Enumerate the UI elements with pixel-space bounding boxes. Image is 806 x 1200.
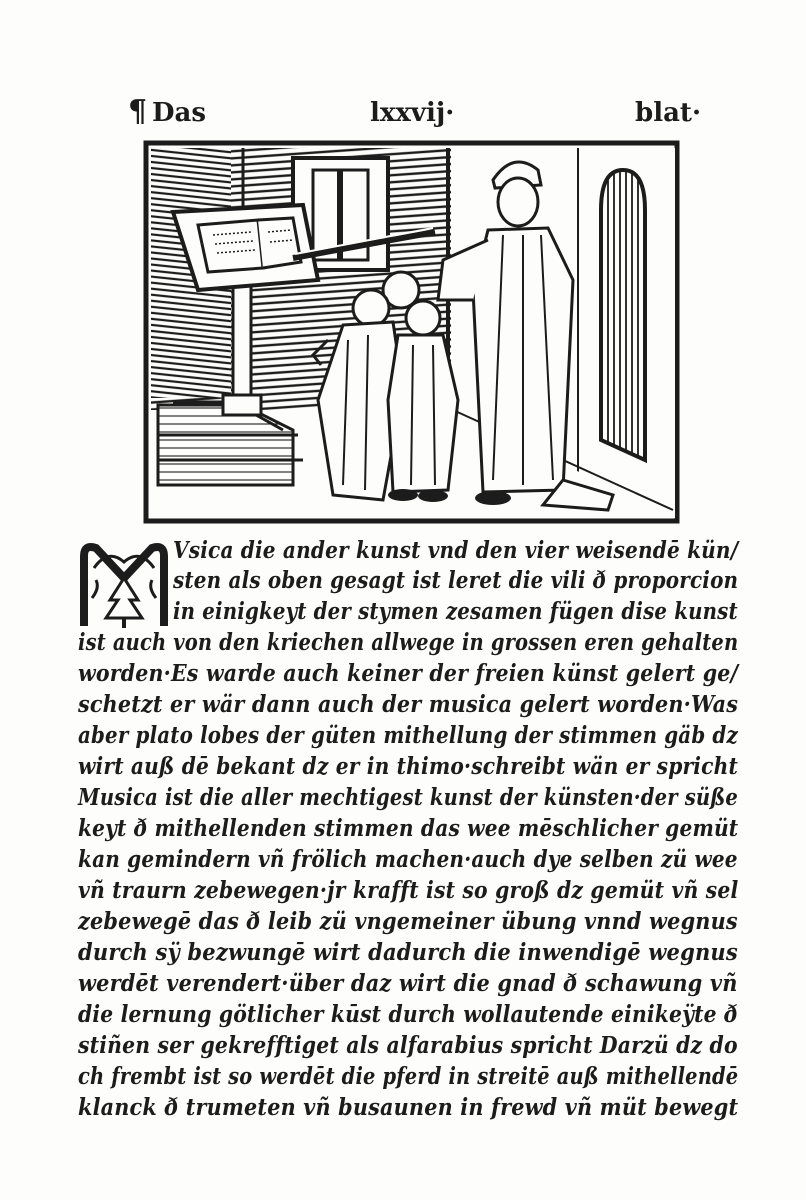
decorated-initial <box>78 538 170 630</box>
text-line: die lernung götlicher kūst durch wollautende einikeÿte ð <box>78 1000 738 1028</box>
woodcut-illustration <box>143 140 680 524</box>
text-line: ist auch von den kriechen allwege in grossen eren gehalten <box>78 628 739 656</box>
text-line: keyt ð mithellenden stimmen das wee mēschlicher gemüt <box>78 814 739 842</box>
text-line: schetzt er wär dann auch der musica gelert worden·Was <box>78 690 739 718</box>
text-line: werdēt verendert·über daz wirt die gnad ð schawung vñ <box>78 969 738 997</box>
text-line: zebewegē das ð leib zü vngemeiner übung vnnd wegnus <box>78 907 738 935</box>
text-line: ch frembt ist so werdēt die pferd in streitē auß mithellendē <box>78 1062 739 1090</box>
text-line: Musica ist die aller mechtigest kunst der künsten·der süße <box>78 783 738 811</box>
text-line: wirt auß dē bekant dz er in thimo·schreibt wän er spricht <box>78 752 738 780</box>
folio-number: lxxvij· <box>370 98 455 128</box>
running-head <box>120 92 705 132</box>
text-line: in einigkeyt der stymen zesamen fügen dise kunst <box>173 597 738 625</box>
open-book <box>198 220 263 272</box>
text-line: kan gemindern vñ frölich machen·auch dye selben zü wee <box>78 845 738 873</box>
text-line: stiñen ser gekrefftiget als alfarabius spricht Darzü dz do <box>78 1031 738 1059</box>
text-line: Vsica die ander kunst vnd den vier weisendē kün/ <box>173 536 739 564</box>
arched-doorway <box>601 170 645 460</box>
text-line: sten als oben gesagt ist leret die vili ð proporcion <box>173 566 739 594</box>
text-line: vñ traurn zebewegen·jr krafft ist so groß dz gemüt vñ sel <box>78 876 739 904</box>
pilcrow-mark: ¶ <box>128 94 148 129</box>
running-head-left: Das <box>152 98 207 128</box>
text-line: klanck ð trumeten vñ busaunen in frewd vñ müt bewegt <box>78 1093 739 1121</box>
tree-ornament <box>106 578 142 618</box>
text-line: worden·Es warde auch keiner der freien künst gelert ge/ <box>78 659 739 687</box>
running-head-right: blat· <box>635 98 701 128</box>
text-line: aber plato lobes der güten mithellung der stimmen gäb dz <box>78 721 738 749</box>
text-line: durch sÿ bezwungē wirt dadurch die inwendigē wegnus <box>78 938 738 966</box>
